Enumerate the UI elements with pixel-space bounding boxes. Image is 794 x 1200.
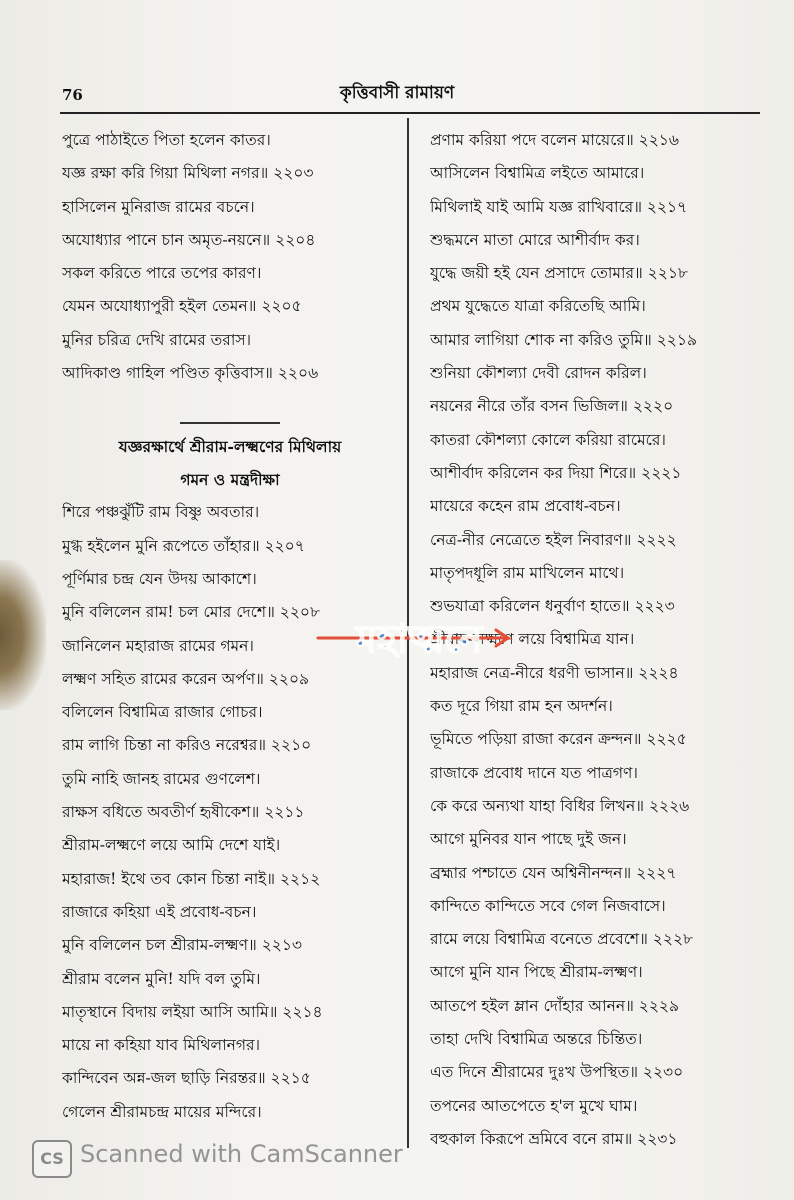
verse-line: মাতৃস্থানে বিদায় লইয়া আসি আমি॥ ২২১৪: [62, 1002, 323, 1021]
verse-line: আগে মুনিবর যান পাছে দুই জন।: [430, 830, 627, 849]
page-number: 76: [62, 86, 83, 104]
verse-line: প্রণাম করিয়া পদে বলেন মায়েরে॥ ২২১৬: [430, 131, 679, 149]
verse-line: শুনিয়া কৌশল্যা দেবী রোদন করিল।: [430, 364, 647, 383]
section-gap: [62, 390, 398, 430]
verse-line: নয়নের নীরে তাঁর বসন ভিজিল॥ ২২২০: [430, 397, 674, 416]
verse-line: কান্দিতে কান্দিতে সবে গেল নিজবাসে।: [430, 896, 666, 915]
verse-line: এত দিনে শ্রীরামের দুঃখ উপস্থিত॥ ২২৩০: [430, 1063, 684, 1082]
verse-line: রাক্ষস বধিতে অবতীর্ণ হৃষীকেশ॥ ২২১১: [62, 803, 305, 822]
verse-line: আগে মুনি যান পিছে শ্রীরাম-লক্ষ্মণ।: [430, 963, 643, 982]
verse-line: আমার লাগিয়া শোক না করিও তুমি॥ ২২১৯: [430, 330, 698, 349]
verse-line: রাজারে কহিয়া এই প্রবোধ-বচন।: [62, 902, 257, 921]
verse-line: মুনির চরিত্র দেখি রামের তরাস।: [62, 330, 252, 349]
verse-line: যেমন অযোধ্যাপুরী হইল তেমন॥ ২২০৫: [62, 297, 302, 316]
verse-line: মুগ্ধ হইলেন মুনি রূপেতে তাঁহার॥ ২২০৭: [62, 536, 305, 555]
verse-line: নেত্র-নীর নেত্রেতে হইল নিবারণ॥ ২২২২: [430, 530, 677, 549]
section-separator: [180, 422, 280, 424]
verse-line: কাতরা কৌশল্যা কোলে করিয়া রামেরে।: [430, 430, 666, 449]
verse-line: কান্দিবেন অন্ন-জল ছাড়ি নিরন্তর॥ ২২১৫: [62, 1069, 311, 1088]
verse-line: শ্রীরাম-লক্ষ্মণে লয়ে আমি দেশে যাই।: [62, 836, 281, 855]
verse-line: কত দূরে গিয়া রাম হন অদর্শন।: [430, 697, 613, 716]
verse-line: মুনি বলিলেন চল শ্রীরাম-লক্ষ্মণ॥ ২২১৩: [62, 936, 302, 955]
header-rule: [60, 112, 760, 114]
verse-line: হাসিলেন মুনিরাজ রামের বচনে।: [62, 197, 255, 216]
verse-line: কে করে অন্যথা যাহা বিধির লিখন॥ ২২২৬: [430, 796, 690, 815]
verse-line: যজ্ঞ রক্ষা করি গিয়া মিথিলা নগর॥ ২২০৩: [62, 164, 314, 183]
verse-line: বহুকাল কিরূপে ভ্রমিবে বনে রাম॥ ২২৩১: [430, 1129, 678, 1148]
running-title: কৃত্তিবাসী রামায়ণ: [339, 83, 455, 103]
verse-line: ব্রহ্মার পশ্চাতে যেন অশ্বিনীনন্দন॥ ২২২৭: [430, 863, 677, 882]
section-heading-line1: যজ্ঞরক্ষার্থে শ্রীরাম-লক্ষ্মণের মিথিলায়: [118, 437, 342, 457]
verse-line: লক্ষ্মণ সহিত রামের করেন অর্পণ॥ ২২০৯: [62, 669, 310, 688]
verse-line: আশীর্বাদ করিলেন কর দিয়া শিরে॥ ২২২১: [430, 463, 682, 482]
verse-line: পূর্ণিমার চন্দ্র যেন উদয় আকাশে।: [62, 569, 257, 588]
verse-line: রামে লয়ে বিশ্বামিত্র বনেতে প্রবেশে॥ ২২২৮: [430, 930, 694, 949]
verse-line: তপনের আতপেতে হ'ল মুখে ঘাম।: [430, 1096, 638, 1115]
scanner-footer-text: Scanned with CamScanner: [80, 1140, 403, 1168]
verse-line: মুনি বলিলেন রাম! চল মোর দেশে॥ ২২০৮: [62, 603, 321, 622]
verse-line: ভূমিতে পড়িয়া রাজা করেন ক্রন্দন॥ ২২২৫: [430, 730, 687, 749]
camscanner-logo: CS: [32, 1140, 72, 1178]
verse-line: অযোধ্যার পানে চান অমৃত-নয়নে॥ ২২০৪: [62, 230, 316, 249]
section-heading-line2: গমন ও মন্ত্রদীক্ষা: [180, 470, 280, 490]
verse-line: গেলেন শ্রীরামচন্দ্র মায়ের মন্দিরে।: [62, 1102, 262, 1121]
verse-line: শুদ্ধমনে মাতা মোরে আশীর্বাদ কর।: [430, 230, 640, 249]
verse-line: আতপে হইল ম্লান দোঁহার আনন॥ ২২২৯: [430, 996, 680, 1015]
verse-line: আসিলেন বিশ্বামিত্র লইতে আমারে।: [430, 164, 645, 183]
book-binding-shadow: [0, 560, 46, 710]
verse-line: মিথিলাই যাই আমি যজ্ঞ রাখিবারে॥ ২২১৭: [430, 197, 688, 216]
verse-line: মাতৃপদধূলি রাম মাখিলেন মাথে।: [430, 563, 625, 582]
verse-line: মহারাজ! ইথে তব কোন চিন্তা নাই॥ ২২১২: [62, 869, 321, 888]
verse-line: মায়ে না কহিয়া যাব মিথিলানগর।: [62, 1036, 261, 1055]
verse-line: মহারাজ নেত্র-নীরে ধরণী ভাসান॥ ২২২৪: [430, 663, 679, 682]
verse-line: পুত্রে পাঠাইতে পিতা হলেন কাতর।: [62, 131, 271, 149]
verse-line: জানিলেন মহারাজ রামের গমন।: [62, 636, 254, 655]
verse-line: শ্রীরাম বলেন মুনি! যদি বল তুমি।: [62, 969, 261, 988]
verse-line: রাজাকে প্রবোধ দানে যত পাত্রগণ।: [430, 763, 638, 782]
verse-line: রাম লাগি চিন্তা না করিও নরেশ্বর॥ ২২১০: [62, 736, 312, 755]
watermark-text: মহাত্মনে: [355, 617, 483, 661]
verse-line: তুমি নাহি জানহ রামের গুণলেশ।: [62, 769, 261, 788]
verse-line: শ্রীরাম-লক্ষ্মণে লয়ে বিশ্বামিত্র যান।: [430, 630, 635, 649]
verse-line: বলিলেন বিশ্বামিত্র রাজার গোচর।: [62, 703, 263, 722]
verse-line: আদিকাণ্ড গাহিল পণ্ডিত কৃত্তিবাস॥ ২২০৬: [62, 364, 319, 383]
verse-line: প্রথম যুদ্ধেতে যাত্রা করিতেছি আমি।: [430, 297, 646, 316]
verse-line: শুভযাত্রা করিলেন ধনুর্বাণ হাতে॥ ২২২৩: [430, 597, 675, 616]
verse-line: তাহা দেখি বিশ্বামিত্র অন্তরে চিন্তিত।: [430, 1030, 643, 1049]
verse-line: মায়েরে কহেন রাম প্রবোধ-বচন।: [430, 497, 621, 516]
verse-line: সকল করিতে পারে তপের কারণ।: [62, 264, 262, 283]
watermark-logo: [312, 606, 526, 676]
verse-line: যুদ্ধে জয়ী হই যেন প্রসাদে তোমার॥ ২২১৮: [430, 264, 688, 283]
verse-line: শিরে পঞ্চঝুঁটি রাম বিষ্ণু অবতার।: [62, 503, 260, 522]
